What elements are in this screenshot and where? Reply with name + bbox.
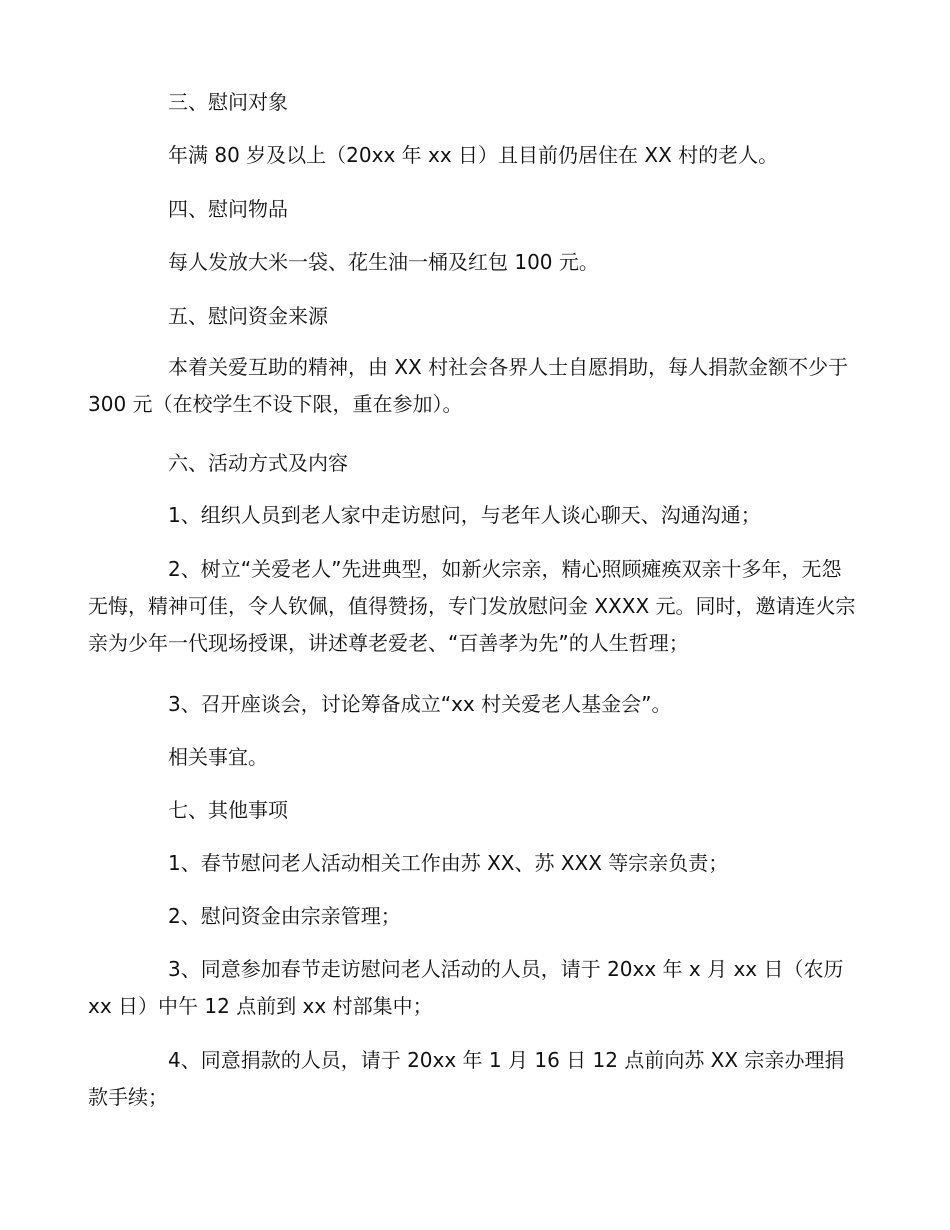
paragraph: 年满 80 岁及以上（20xx 年 xx 日）且目前仍居住在 XX 村的老人。 xyxy=(168,143,779,167)
paragraph: 相关事宜。 xyxy=(168,745,268,769)
list-item: 2、树立“关爱老人”先进典型，如新火宗亲，精心照顾瘫痪双亲十多年，无怨无悔，精神可佳，令人钦佩，值得赞扬，专门发放慰问金 XXXX 元。同时，邀请连火宗亲为少年一代现场授课，讲述尊老爱老、“百善孝为先”的人生哲理； xyxy=(88,557,856,655)
paragraph: 本着关爱互助的精神，由 XX 村社会各界人士自愿捐助，每人捐款金额不少于 300 元（在校学生不设下限，重在参加）。 xyxy=(88,355,855,416)
section-heading-3: 三、慰问对象 xyxy=(168,90,288,114)
paragraph: 每人发放大米一袋、花生油一桶及红包 100 元。 xyxy=(168,250,599,274)
section-heading-4: 四、慰问物品 xyxy=(168,197,288,221)
section-heading-5: 五、慰问资金来源 xyxy=(168,304,328,328)
list-item: 2、慰问资金由宗亲管理； xyxy=(168,904,401,928)
section-heading-6: 六、活动方式及内容 xyxy=(168,451,348,475)
list-item: 4、同意捐款的人员，请于 20xx 年 1 月 16 日 12 点前向苏 XX 宗亲办理捐款手续； xyxy=(88,1048,845,1109)
list-item: 3、同意参加春节走访慰问老人活动的人员，请于 20xx 年 x 月 xx 日（农历 xx 日）中午 12 点前到 xx 村部集中； xyxy=(88,957,850,1018)
list-item: 1、春节慰问老人活动相关工作由苏 XX、苏 XXX 等宗亲负责； xyxy=(168,851,729,875)
list-item: 3、召开座谈会，讨论筹备成立“xx 村关爱老人基金会”。 xyxy=(168,692,672,716)
section-heading-7: 七、其他事项 xyxy=(168,798,288,822)
list-item: 1、组织人员到老人家中走访慰问，与老年人谈心聊天、沟通沟通； xyxy=(168,503,761,527)
